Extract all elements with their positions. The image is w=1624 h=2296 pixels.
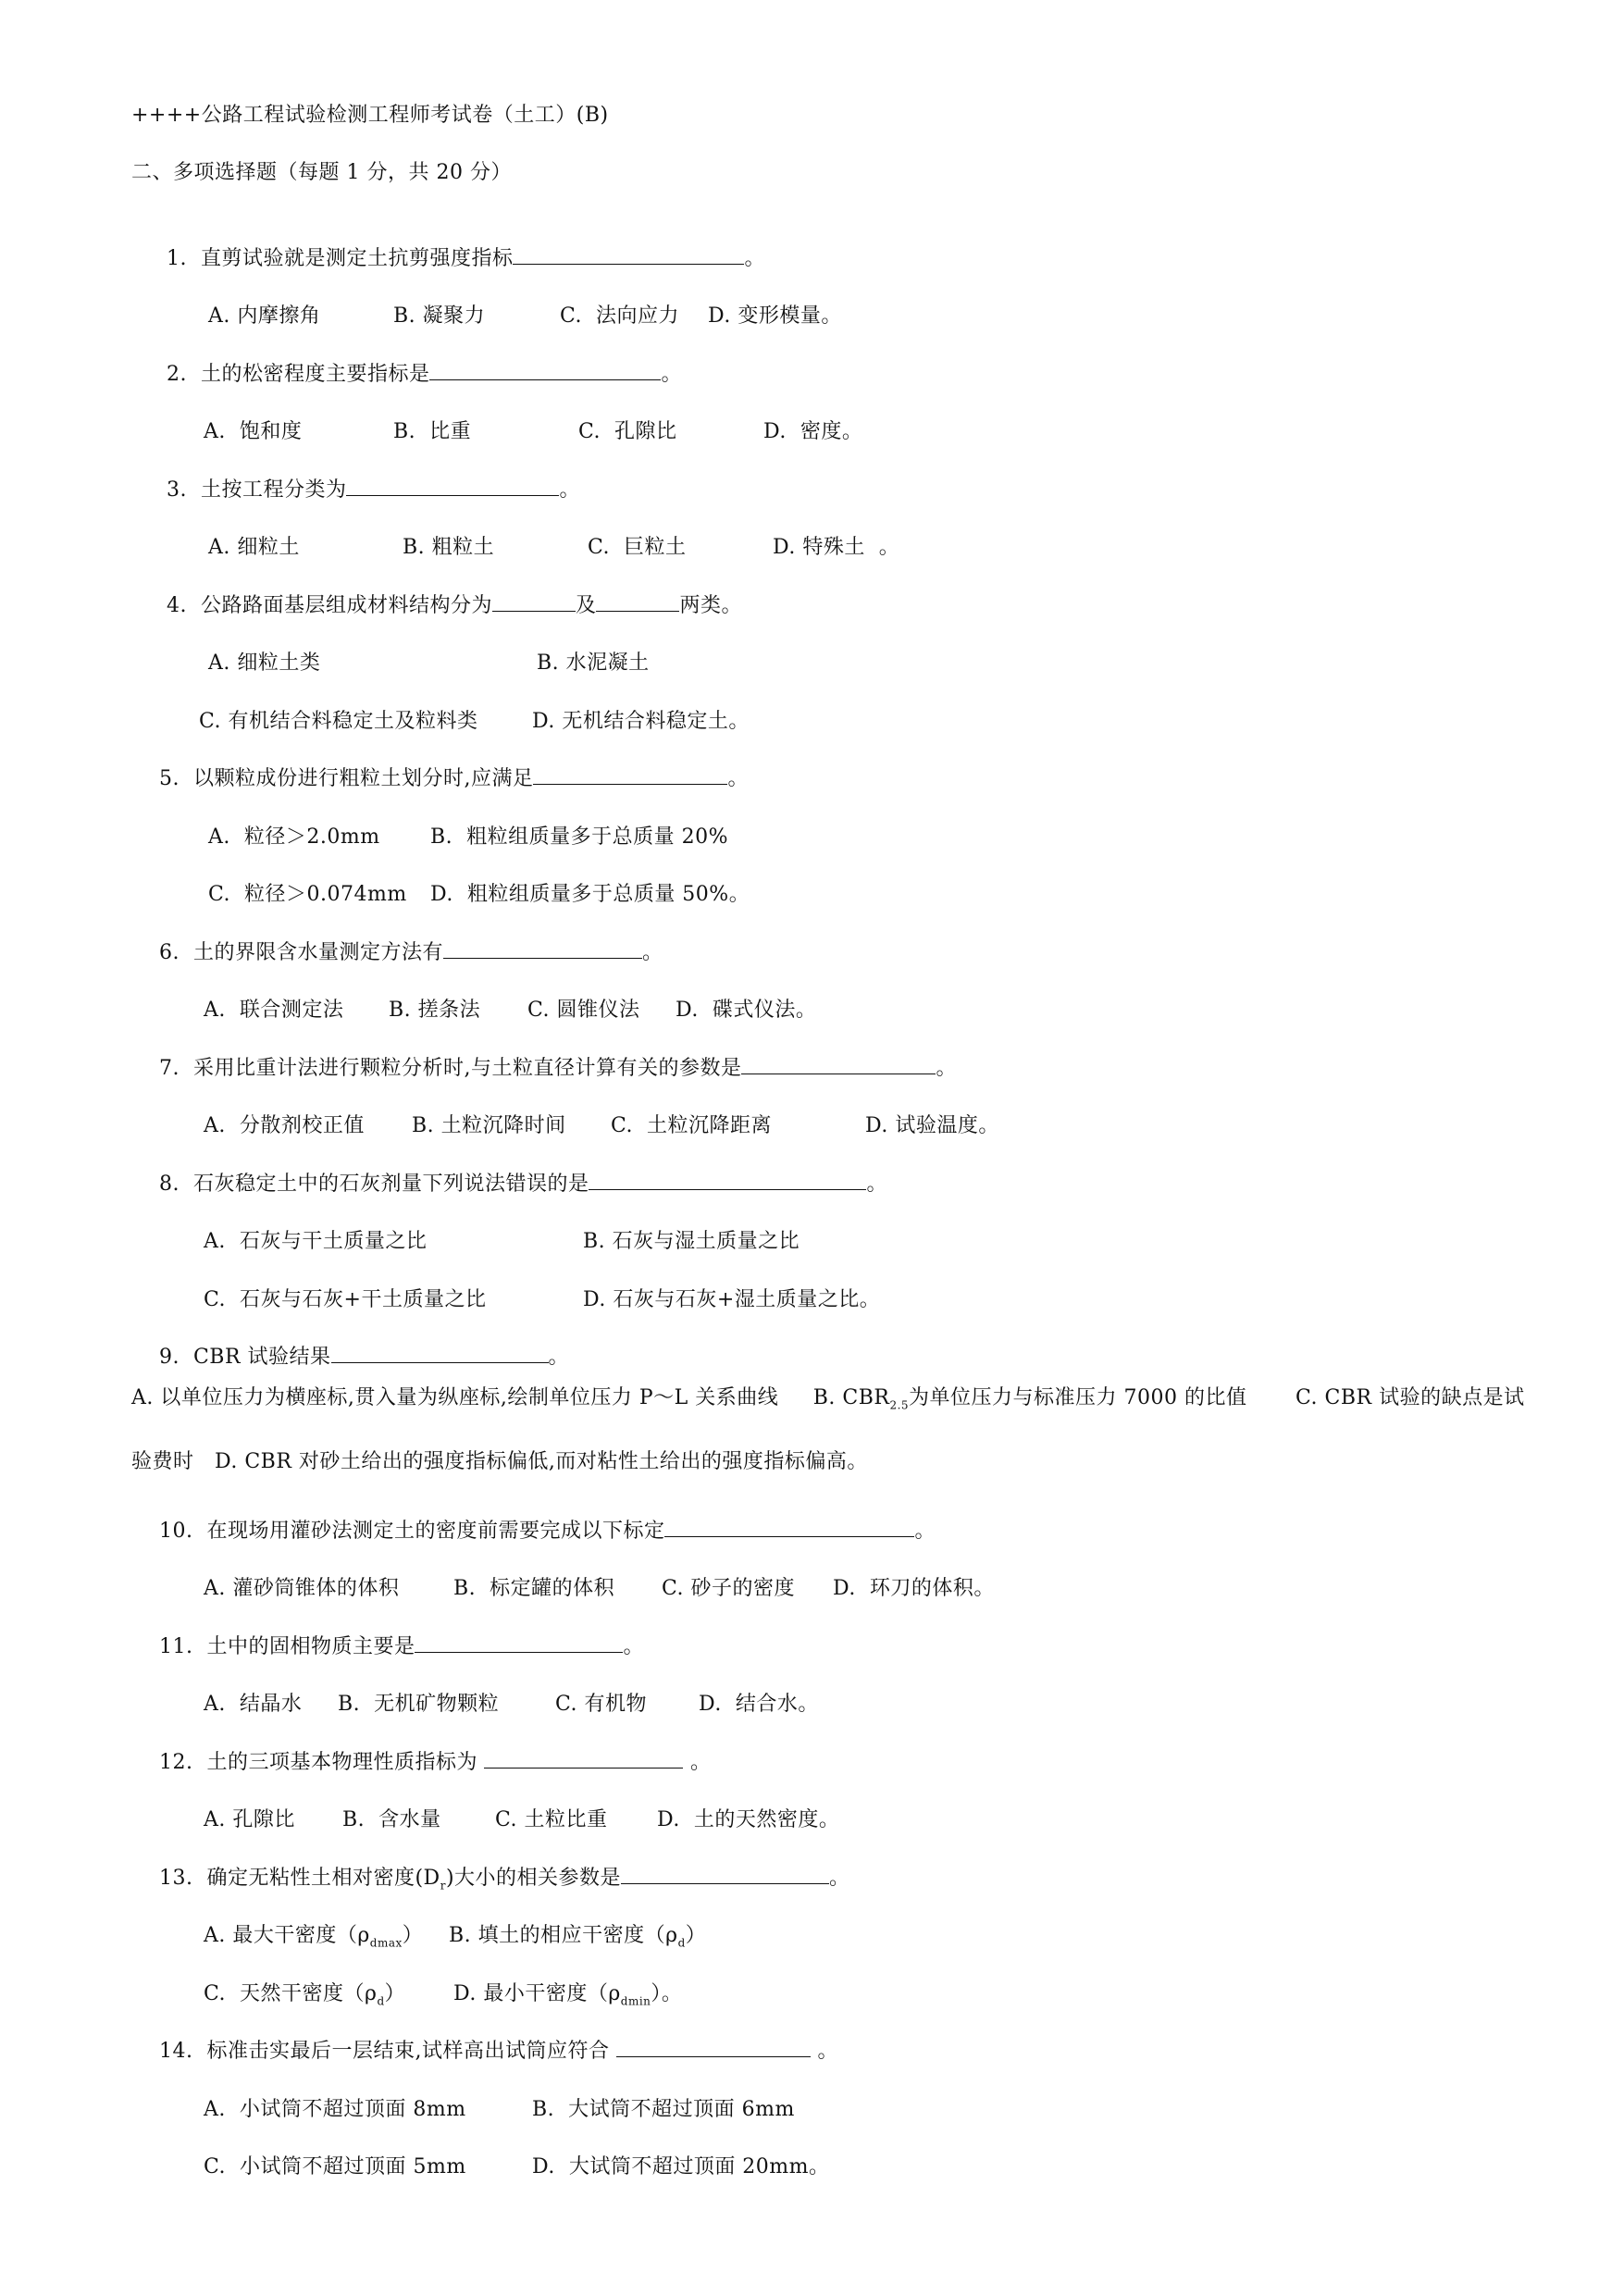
option-d: D. 环刀的体积。 [832, 1577, 995, 1600]
option-b: B. 大试筒不超过顶面 6mm [531, 2098, 795, 2121]
option-b: B. 石灰与湿土质量之比 [582, 1230, 800, 1253]
option-b: B. 粗粒组质量多于总质量 20% [429, 825, 729, 849]
option-c: C. 石灰与石灰+干土质量之比 [203, 1288, 487, 1311]
question-stem: 12. 土的三项基本物理性质指标为 [158, 1751, 477, 1774]
question-stem-end: )大小的相关参数是 [445, 1867, 622, 1890]
option-b: B. 标定罐的体积 [452, 1577, 615, 1600]
option-b: B. 凝聚力 [392, 304, 486, 328]
option-c-close: ） [384, 1982, 406, 2005]
option-b-subscript: 2.5 [889, 1398, 910, 1412]
option-a: A. 联合测定法 [203, 999, 344, 1022]
option-d: D. 碟式仪法。 [675, 999, 817, 1022]
question-stem: 3. 土按工程分类为 [166, 478, 347, 502]
option-c: C. 有机物 [554, 1693, 648, 1716]
option-d: D. 试验温度。 [864, 1114, 999, 1137]
option-b-subscript: d [677, 1936, 686, 1950]
question-end: 。 [744, 247, 765, 270]
option-b-close: ） [685, 1924, 707, 1947]
exam-title: ++++公路工程试验检测工程师考试卷（土工）(B) [131, 104, 609, 127]
option-c-text: C. 天然干密度（ρ [203, 1982, 378, 2005]
option-d-subscript: dmin [620, 1994, 651, 2008]
option-b: B. 无机矿物颗粒 [337, 1693, 500, 1716]
option-a: A. 分散剂校正值 [203, 1114, 365, 1137]
question-stem: 4. 公路路面基层组成材料结构分为 [166, 594, 492, 617]
question-stem: 5. 以颗粒成份进行粗粒土划分时,应满足 [158, 767, 534, 790]
question-end: 。 [866, 1173, 887, 1196]
option-d: D. 无机结合料稳定土。 [531, 710, 750, 733]
option-a-subscript: dmax [369, 1936, 403, 1950]
question-stem: 7. 采用比重计法进行颗粒分析时,与土粒直径计算有关的参数是 [158, 1057, 742, 1080]
question-stem: 2. 土的松密程度主要指标是 [166, 363, 430, 386]
option-b: B. 搓条法 [388, 999, 481, 1022]
question-end: 。 [623, 1635, 644, 1658]
answer-blank [621, 1867, 829, 1884]
option-c: C. CBR 试验的缺点是试验费时 [131, 1386, 1525, 1474]
question-end: 两类。 [679, 594, 742, 617]
question-stem: 9. CBR 试验结果 [158, 1346, 331, 1369]
option-a: A. 以单位压力为横座标,贯入量为纵座标,绘制单位压力 P～L 关系曲线 [131, 1386, 779, 1409]
option-a [204, 1922, 449, 1956]
question-end: 。 [727, 767, 749, 790]
question-end: 。 [689, 1751, 712, 1774]
question-end: 。 [548, 1346, 570, 1369]
question-stem: 6. 土的界限含水量测定方法有 [158, 941, 443, 964]
question-end: 。 [914, 1520, 936, 1543]
option-d: D. 大试筒不超过顶面 20mm。 [531, 2155, 830, 2178]
question-stem: 11. 土中的固相物质主要是 [158, 1635, 415, 1658]
option-c: C. 巨粒土 [587, 536, 687, 559]
question-mid: 及 [575, 594, 597, 617]
option-a-text: A. 最大干密度（ρ [203, 1924, 370, 1947]
answer-blank [596, 594, 679, 612]
question-stem-subscript: r [440, 1879, 446, 1893]
option-d: D. 石灰与石灰+湿土质量之比。 [582, 1288, 881, 1311]
answer-blank [513, 247, 744, 265]
question-14-options-row2 [176, 2126, 830, 2209]
option-b-prefix: B. CBR [812, 1386, 890, 1409]
answer-blank [429, 363, 661, 380]
answer-blank [533, 767, 727, 785]
answer-blank [484, 1751, 683, 1769]
option-a: A. 小试筒不超过顶面 8mm [203, 2098, 466, 2121]
question-end: 。 [641, 941, 663, 964]
option-d: D. 粗粒组质量多于总质量 50%。 [429, 883, 750, 906]
option-a: A. 灌砂筒锥体的体积 [203, 1577, 400, 1600]
option-c: C. 土粒沉降距离 [610, 1114, 773, 1137]
answer-blank [616, 2040, 811, 2057]
option-a: A. 细粒土类 [207, 652, 321, 675]
option-d: D. CBR 对砂土给出的强度指标偏低,而对粘性土给出的强度指标偏高。 [215, 1450, 868, 1474]
option-a: A. 细粒土 [207, 536, 300, 559]
option-c: C. 粒径＞0.074mm [207, 883, 407, 906]
answer-blank [589, 1173, 866, 1190]
option-c: C. 法向应力 [559, 304, 680, 328]
question-end: 。 [661, 363, 682, 386]
option-d: D. 变形模量。 [707, 304, 842, 328]
option-a: A. 结晶水 [203, 1693, 303, 1716]
option-c-subscript: d [377, 1994, 385, 2008]
answer-blank [741, 1057, 936, 1074]
question-stem: 1. 直剪试验就是测定土抗剪强度指标 [166, 247, 514, 270]
option-a: A. 粒径＞2.0mm [207, 825, 380, 849]
option-d: D. 结合水。 [698, 1693, 819, 1716]
question-end: 。 [559, 478, 580, 502]
option-d-text: D. 最小干密度（ρ [452, 1982, 621, 2005]
answer-blank [415, 1635, 623, 1653]
option-c: C. 砂子的密度 [661, 1577, 796, 1600]
option-b: B. 水泥凝土 [536, 652, 650, 675]
question-stem: 14. 标准击实最后一层结束,试样高出试筒应符合 [158, 2040, 610, 2063]
answer-blank [346, 478, 559, 496]
option-b-text: B. 填土的相应干密度（ρ [448, 1924, 678, 1947]
option-b-text: 为单位压力与标准压力 7000 的比值 [909, 1386, 1247, 1409]
option-c: C. 土粒比重 [494, 1808, 608, 1831]
question-stem: 10. 在现场用灌砂法测定土的密度前需要完成以下标定 [158, 1520, 665, 1543]
option-d: D. 土的天然密度。 [656, 1808, 840, 1831]
option-d: D. 密度。 [762, 420, 863, 443]
option-a: A. 孔隙比 [203, 1808, 295, 1831]
option-b: B. 含水量 [341, 1808, 441, 1831]
question-stem: 13. 确定无粘性土相对密度(D [158, 1867, 440, 1890]
answer-blank [331, 1346, 549, 1363]
question-end: 。 [817, 2040, 838, 2063]
option-d: D. 特殊土 。 [772, 536, 900, 559]
answer-blank [443, 941, 642, 959]
option-a-close: ） [402, 1924, 424, 1947]
option-b: B. 土粒沉降时间 [411, 1114, 566, 1137]
question-stem: 8. 石灰稳定土中的石灰剂量下列说法错误的是 [158, 1173, 589, 1196]
option-a: A. 内摩擦角 [207, 304, 321, 328]
option-b: B. 比重 [392, 420, 472, 443]
answer-blank [492, 594, 576, 612]
option-c: C. 小试筒不超过顶面 5mm [203, 2155, 466, 2178]
option-a: A. 饱和度 [203, 420, 303, 443]
question-9-options [131, 1370, 1538, 1491]
question-end: 。 [936, 1057, 957, 1080]
option-b: B. 粗粒土 [402, 536, 495, 559]
option-a: A. 石灰与干土质量之比 [203, 1230, 428, 1253]
question-end: 。 [829, 1867, 850, 1890]
option-c: C. 孔隙比 [577, 420, 677, 443]
option-c: C. 有机结合料稳定土及粒料类 [198, 710, 478, 733]
section-heading: 二、多项选择题（每题 1 分，共 20 分） [131, 161, 512, 184]
answer-blank [664, 1520, 914, 1537]
option-c: C. 圆锥仪法 [527, 999, 640, 1022]
option-b [812, 1386, 1247, 1412]
option-d-close: ）。 [651, 1982, 683, 2005]
option-b [449, 1922, 706, 1956]
